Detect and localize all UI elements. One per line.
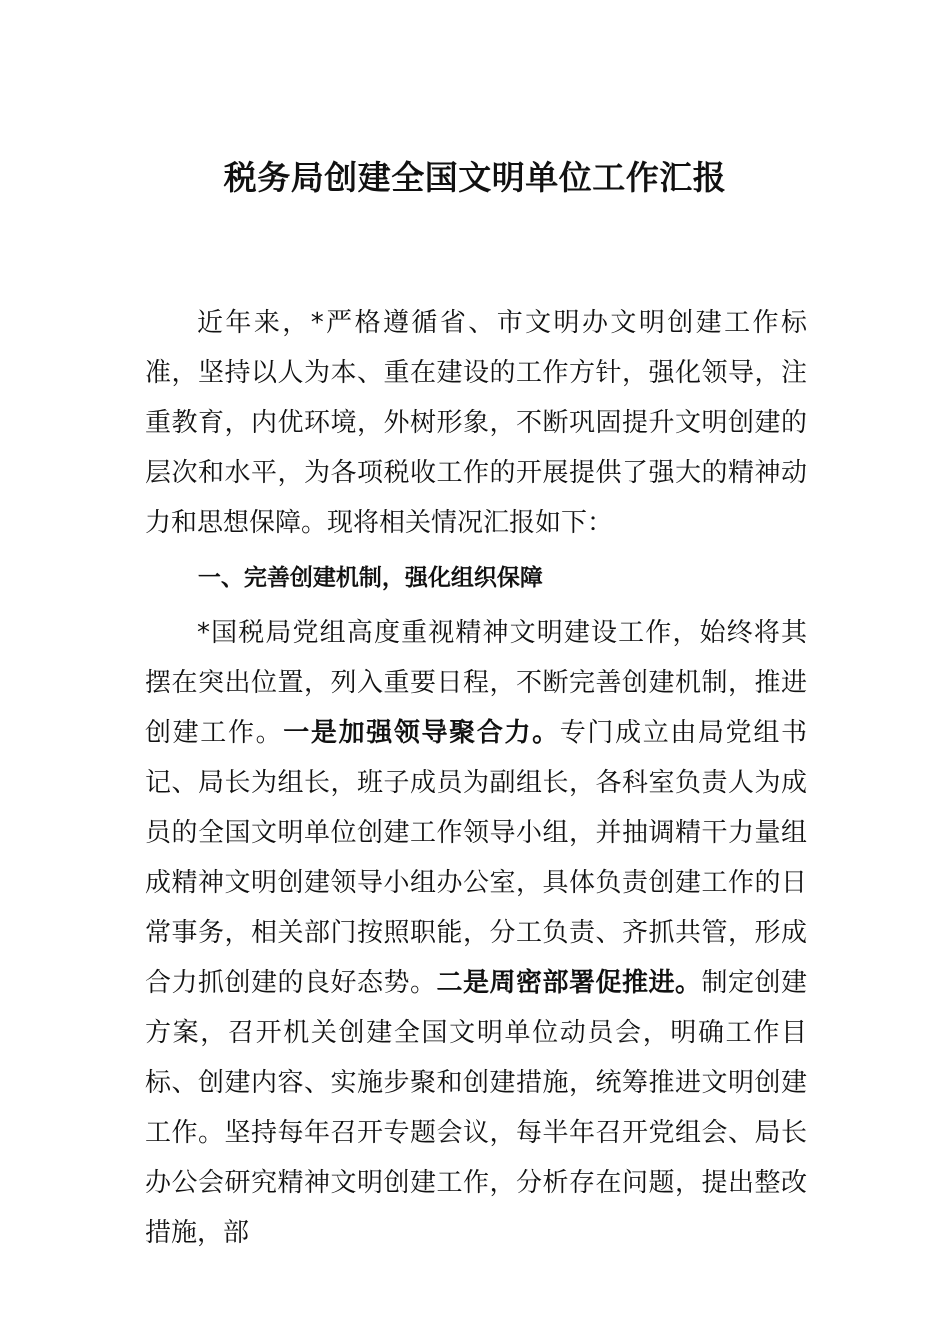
bold-point-2: 二是周密部署促推进。 bbox=[436, 968, 702, 998]
paragraph-text: *国税局党组高度重视精神文明建设工作，始终将其摆在突出位置，列入重要日程，不断完善创建机制，推进创建工作。 bbox=[145, 618, 807, 748]
document-body bbox=[145, 298, 807, 1258]
paragraph-text: 专门成立由局党组书记、局长为组长，班子成员为副组长，各科室负责人为成员的全国文明单位创建工作领导小组，并抽调精干力量组成精神文明创建领导小组办公室，具体负责创建工作的日常事务，相关部门按照职能，分工负责、齐抓共管，形成合力抓创建的良好态势。 bbox=[145, 718, 807, 998]
intro-paragraph: 近年来，*严格遵循省、市文明办文明创建工作标准，坚持以人为本、重在建设的工作方针，强化领导，注重教育，内优环境，外树形象，不断巩固提升文明创建的层次和水平，为各项税收工作的开展提供了强大的精神动力和思想保障。现将相关情况汇报如下： bbox=[145, 308, 807, 538]
bold-point-1: 一是加强领导聚合力。 bbox=[283, 718, 560, 748]
paragraph-text: 制定创建方案，召开机关创建全国文明单位动员会，明确工作目标、创建内容、实施步聚和创建措施，统筹推进文明创建工作。坚持每年召开专题会议，每半年召开党组会、局长办公会研究精神文明创建工作，分析存在问题，提出整改措施，部 bbox=[145, 968, 807, 1248]
section-paragraph bbox=[145, 608, 807, 1258]
section-heading: 一、完善创建机制，强化组织保障 bbox=[197, 565, 543, 591]
document-title: 税务局创建全国文明单位工作汇报 bbox=[223, 158, 727, 197]
